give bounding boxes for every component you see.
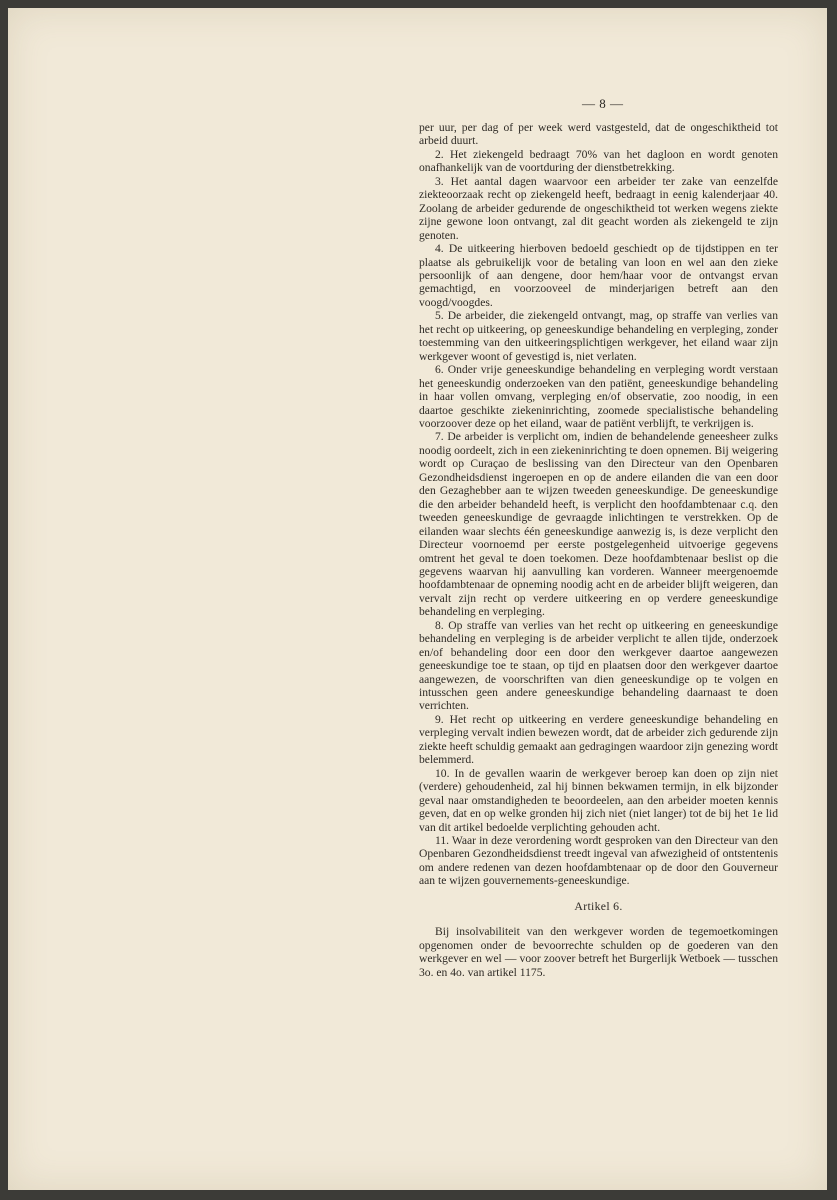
paragraph-8: 8. Op straffe van verlies van het recht op uitkeering en geneeskundige behandeling en verpleging is de arbeider verplicht te allen tijde, onderzoek en/of behandeling door een door den werkgever daartoe aangewezen geneeskundige toe te staan, op tijd en plaatsen door den werkgever daartoe aangewezen, de voorschriften van dien geneeskundige op te volgen en intusschen geen andere geneeskundige behandeling daarnaast te doen verrichten. [419, 618, 778, 713]
paragraph-11: 11. Waar in deze verordening wordt gesproken van den Directeur van den Openbaren Gezondheidsdienst treedt ingeval van afwezigheid of ontstentenis om andere redenen van dezen hoofdambtenaar op de door den Gouverneur aan te wijzen gouvernements-geneeskundige. [419, 834, 778, 888]
paragraph-9: 9. Het recht op uitkeering en verdere geneeskundige behandeling en verpleging vervalt indien bewezen wordt, dat de arbeider zich gedurende zijn ziekte heeft schuldig gemaakt aan gedragingen waardoor zijn genezing wordt belemmerd. [419, 712, 778, 767]
paragraph-4: 4. De uitkeering hierboven bedoeld geschiedt op de tijdstippen en ter plaatse als gebruikelijk voor de betaling van loon en wel aan den zieke persoonlijk of aan dengene, door hem/haar voor de ontvangst ervan gemachtigd, en voorzooveel de minderjarigen betreft aan den voogd/voogdes. [419, 242, 778, 309]
document-page [8, 8, 827, 1190]
paragraph-2: 2. Het ziekengeld bedraagt 70% van het dagloon en wordt genoten onafhankelijk van de voortduring der dienstbetrekking. [419, 147, 778, 175]
article-heading: Artikel 6. [574, 898, 623, 913]
paragraph-6: 6. Onder vrije geneeskundige behandeling en verpleging wordt verstaan het geneeskundig onderzoeken van den patiënt, geneeskundige behandeling in haar vollen omvang, verpleging en/of observatie, zoo noodig, in een daartoe geschikte ziekeninrichting, zoomede specialistische behandeling voorzoover deze op het eiland, waar de patiënt verblijft, te verkrijgen is. [419, 363, 778, 430]
paragraph-5: 5. De arbeider, die ziekengeld ontvangt, mag, op straffe van verlies van het recht op uitkeering, op geneeskundige behandeling en verpleging, zonder toestemming van den uitkeeringsplichtigen werkgever, het eiland waar zijn werkgever woont of gevestigd is, niet verlaten. [419, 309, 778, 363]
article-paragraph: Bij insolvabiliteit van den werkgever worden de tegemoetkomingen opgenomen onder de bevoorrechte schulden op de goederen van den werkgever en wel — voor zoover betreft het Burgerlijk Wetboek — tusschen 3o. en 4o. van artikel 1175. [419, 925, 778, 979]
paragraph-continuation: per uur, per dag of per week werd vastgesteld, dat de ongeschiktheid tot arbeid duurt. [419, 121, 778, 148]
paragraph-3: 3. Het aantal dagen waarvoor een arbeider ter zake van eenzelfde ziekteoorzaak recht op ziekengeld heeft, bedraagt in eenig kalenderjaar 40. Zoolang de arbeider gedurende de ongeschiktheid tot werken wegens ziekte zijne gewone loon ontvangt, zal dit geacht worden als ziekengeld te zijn genoten. [419, 174, 778, 242]
paragraph-7: 7. De arbeider is verplicht om, indien de behandelende geneesheer zulks noodig oordeelt, zich in een ziekeninrichting te doen opnemen. Bij weigering wordt op Curaçao de beslissing van den Directeur van den Openbaren Gezondheidsdienst ingeroepen en op de andere eilanden die van een door den Gezaghebber aan te wijzen tweeden geneeskundige. De geneeskundige die den arbeider behandeld heeft, is verplicht den hoofdambtenaar c.q. den tweeden geneeskundige de gevraagde inlichtingen te verstrekken. Op de eilanden waar slechts één geneeskundige aanwezig is, is deze verplicht den Directeur voornoemd per eerste postgelegenheid uitvoerige gegevens omtrent het geval te doen toekomen. Deze hoofdambtenaar beslist op die gegevens waarvan hij aanvulling kan vorderen. Wanneer meergenoemde hoofdambtenaar de opneming noodig acht en de arbeider blijft weigeren, dan vervalt zijn recht op verdere uitkeering en op verdere geneeskundige behandeling en verpleging. [419, 430, 778, 619]
page-number: — 8 — [582, 96, 624, 111]
paragraph-10: 10. In de gevallen waarin de werkgever beroep kan doen op zijn niet (verdere) gehoudenheid, zal hij binnen bekwamen termijn, in elk bijzonder geval naar omstandigheden te beoordeelen, aan den arbeider moeten kennis geven, dat en op welke gronden hij zich niet (niet langer) tot de bij het 1e lid van dit artikel bedoelde verplichting gehouden acht. [419, 766, 778, 834]
text-column [419, 121, 778, 979]
